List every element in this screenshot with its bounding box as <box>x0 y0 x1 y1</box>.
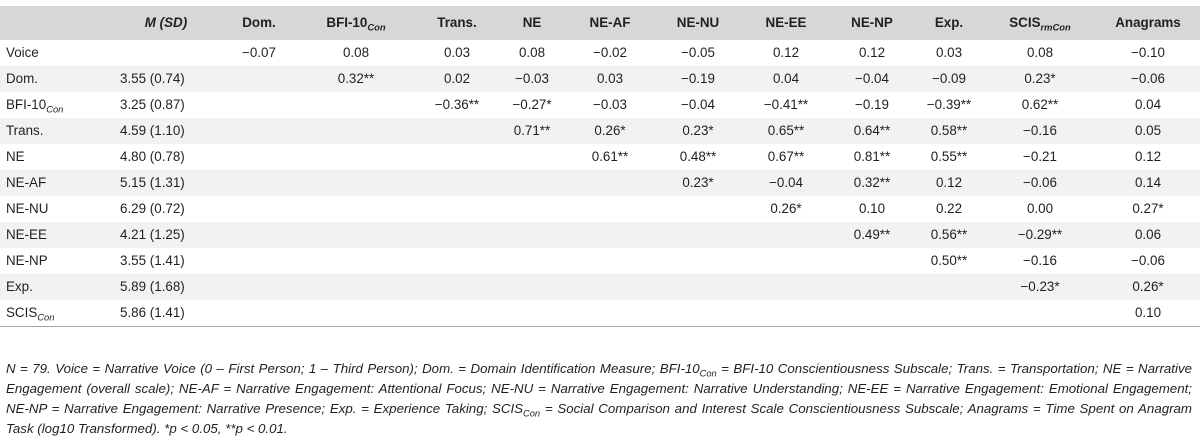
correlation-cell <box>296 170 416 196</box>
correlation-cell <box>984 300 1096 327</box>
correlation-cell: 0.00 <box>1026 201 1054 216</box>
correlation-cell: 0.71** <box>513 123 551 138</box>
mean-sd-cell: 3.25 (0.87) <box>120 97 185 112</box>
correlation-cell: 0.06 <box>1134 227 1162 242</box>
column-header-msd <box>110 6 222 40</box>
column-header-label: NE-AF <box>589 15 631 30</box>
table-footnote <box>6 359 1192 439</box>
correlation-cell <box>830 274 914 300</box>
column-header-exp <box>914 6 984 40</box>
table-header-row <box>0 6 1200 40</box>
correlation-cell: 0.12 <box>772 45 800 60</box>
correlation-cell: −0.16 <box>1023 253 1057 268</box>
correlation-cell <box>416 274 498 300</box>
correlation-cell <box>498 274 566 300</box>
correlation-cell <box>498 144 566 170</box>
row-label-text: Voice <box>6 45 39 60</box>
column-header-label: Anagrams <box>1115 15 1181 30</box>
correlation-cell <box>416 144 498 170</box>
row-label <box>0 144 110 170</box>
row-label-text: NE-EE <box>6 227 47 242</box>
correlation-cell <box>654 222 742 248</box>
correlation-cell: −0.02 <box>593 45 627 60</box>
row-label <box>0 40 110 66</box>
column-header-label: NE <box>522 15 542 30</box>
correlation-cell <box>654 274 742 300</box>
correlation-cell <box>416 196 498 222</box>
row-label <box>0 300 110 327</box>
correlation-cell <box>222 118 296 144</box>
table-body <box>0 40 1200 327</box>
correlation-cell <box>222 92 296 118</box>
correlation-cell <box>654 196 742 222</box>
correlation-cell: −0.23* <box>1020 279 1060 294</box>
column-header-nenu <box>654 6 742 40</box>
column-header-label: BFI-10 <box>326 15 368 30</box>
row-label-subscript: Con <box>37 312 55 323</box>
correlation-cell: 0.56** <box>930 227 968 242</box>
table-row <box>0 222 1200 248</box>
correlation-cell: 0.12 <box>858 45 886 60</box>
row-label <box>0 222 110 248</box>
correlation-cell: 0.49** <box>853 227 891 242</box>
correlation-cell: 0.23* <box>682 175 714 190</box>
column-header-neaf <box>566 6 654 40</box>
correlation-cell <box>742 248 830 274</box>
correlation-cell <box>416 222 498 248</box>
correlation-cell <box>742 300 830 327</box>
column-header-trans <box>416 6 498 40</box>
correlation-cell: 0.26* <box>770 201 802 216</box>
correlation-cell: 0.12 <box>1134 149 1162 164</box>
correlation-cell: 0.10 <box>858 201 886 216</box>
table-row <box>0 170 1200 196</box>
mean-sd-cell: 5.89 (1.68) <box>120 279 185 294</box>
correlation-cell <box>498 170 566 196</box>
correlation-cell <box>416 300 498 327</box>
table-row <box>0 274 1200 300</box>
correlation-cell <box>222 274 296 300</box>
table-row <box>0 196 1200 222</box>
correlation-cell <box>222 66 296 92</box>
correlation-cell: 0.61** <box>591 149 629 164</box>
correlation-cell <box>742 222 830 248</box>
correlation-cell: 0.32** <box>853 175 891 190</box>
correlation-cell <box>222 170 296 196</box>
row-label-subscript: Con <box>46 104 64 115</box>
correlation-cell: 0.50** <box>930 253 968 268</box>
column-header-label: NE-NU <box>676 15 720 30</box>
correlation-cell <box>296 144 416 170</box>
correlation-cell: −0.29** <box>1017 227 1063 242</box>
correlation-cell <box>566 196 654 222</box>
correlation-cell: −0.06 <box>1023 175 1057 190</box>
correlation-cell: 0.14 <box>1134 175 1162 190</box>
correlation-cell <box>914 274 984 300</box>
correlation-cell: 0.08 <box>1026 45 1054 60</box>
table-row <box>0 66 1200 92</box>
row-label <box>0 196 110 222</box>
column-header-anag <box>1096 6 1200 40</box>
correlation-cell: −0.06 <box>1131 253 1165 268</box>
correlation-cell: −0.09 <box>932 71 966 86</box>
row-label-text: Exp. <box>6 279 33 294</box>
row-label-text: SCIS <box>6 305 38 320</box>
mean-sd-cell <box>110 40 222 66</box>
correlation-cell: 0.12 <box>935 175 963 190</box>
correlation-cell: −0.04 <box>855 71 889 86</box>
correlation-cell <box>222 196 296 222</box>
mean-sd-cell: 3.55 (1.41) <box>120 253 185 268</box>
correlation-cell <box>416 118 498 144</box>
correlation-cell: −0.04 <box>769 175 803 190</box>
row-label-text: NE-NP <box>6 253 48 268</box>
table-row <box>0 118 1200 144</box>
correlation-cell <box>830 300 914 327</box>
column-header-label: Exp. <box>934 15 964 30</box>
row-label-text: NE-NU <box>6 201 49 216</box>
correlation-cell: 0.05 <box>1134 123 1162 138</box>
correlation-cell: 0.58** <box>930 123 968 138</box>
column-header-bfi <box>296 6 416 40</box>
correlation-cell <box>296 274 416 300</box>
correlation-cell: 0.08 <box>518 45 546 60</box>
correlation-cell: 0.55** <box>930 149 968 164</box>
correlation-cell: 0.26* <box>594 123 626 138</box>
correlation-cell <box>296 118 416 144</box>
row-label-text: Dom. <box>6 71 38 86</box>
correlation-cell <box>296 196 416 222</box>
footnote-n: N = 79. Voice = Narrative Voice (0 – First Person; 1 – Third Person); Dom. = Domain Identification Measure; BFI-$10_{Con} = BFI-10$ Conscientiousness Subscale; Trans. = Transportation; NE = Narrative Engagement (overall scale); NE-AF = Narrative Engagement: Attentional Focus; NE-NU = Narrative Engagement: Narrative Understanding; NE-EE = Narrative Engagement: Emotional Engagement; NE-NP = Narrative Engagement: Narrative Presence; Exp. = Experience Taking; $SCIS_{Con}$ = Social Comparison and Interest Scale Conscientiousness Subscale; Anagrams = Time Spent on Anagram Task (log10 Transformed). *p < 0.05, **p < 0.01. <box>6 361 1193 436</box>
correlation-cell <box>296 300 416 327</box>
correlation-cell: 0.81** <box>853 149 891 164</box>
correlation-cell: 0.26* <box>1132 279 1164 294</box>
row-label-text: NE-AF <box>6 175 47 190</box>
mean-sd-cell: 4.59 (1.10) <box>120 123 185 138</box>
column-header-ne <box>498 6 566 40</box>
table-row <box>0 92 1200 118</box>
row-label <box>0 92 110 118</box>
column-header-label: NE-EE <box>765 15 807 30</box>
row-label-text: NE <box>6 149 25 164</box>
correlation-cell <box>566 300 654 327</box>
table-row <box>0 40 1200 66</box>
correlation-cell <box>830 248 914 274</box>
correlation-cell <box>498 222 566 248</box>
correlation-cell <box>654 248 742 274</box>
row-label <box>0 170 110 196</box>
correlation-cell: 0.27* <box>1132 201 1164 216</box>
column-header-label: SCIS <box>1009 15 1041 30</box>
correlation-cell <box>416 170 498 196</box>
row-label-text: BFI-10 <box>6 97 47 112</box>
column-header-scis <box>984 6 1096 40</box>
correlation-cell: 0.23* <box>682 123 714 138</box>
correlation-cell: 0.02 <box>443 71 471 86</box>
column-header-label: Trans. <box>437 15 477 30</box>
table-row <box>0 248 1200 274</box>
row-label-text: Trans. <box>6 123 44 138</box>
correlation-cell: −0.21 <box>1023 149 1057 164</box>
correlation-cell: −0.03 <box>593 97 627 112</box>
mean-sd-cell: 5.86 (1.41) <box>110 300 222 327</box>
correlation-cell <box>566 274 654 300</box>
correlation-cell: −0.05 <box>681 45 715 60</box>
correlation-cell: 0.03 <box>443 45 471 60</box>
column-header-label: NE-NP <box>851 15 893 30</box>
column-header-label: Dom. <box>242 15 276 30</box>
row-label <box>0 274 110 300</box>
correlation-cell <box>222 144 296 170</box>
correlation-cell <box>222 222 296 248</box>
correlation-cell: 0.10 <box>1096 300 1200 327</box>
correlation-cell: 0.04 <box>1134 97 1162 112</box>
correlation-cell <box>566 222 654 248</box>
table-row <box>0 300 1200 327</box>
correlation-cell: −0.41** <box>763 97 809 112</box>
column-header-nenp <box>830 6 914 40</box>
mean-sd-cell: 6.29 (0.72) <box>120 201 185 216</box>
column-header-label <box>0 6 110 40</box>
correlation-cell: 0.03 <box>935 45 963 60</box>
correlation-cell <box>566 170 654 196</box>
column-header-subscript: Con <box>367 22 386 33</box>
column-header-subscript: rmCon <box>1040 22 1071 33</box>
correlation-cell: −0.06 <box>1131 71 1165 86</box>
mean-sd-cell: 4.21 (1.25) <box>120 227 185 242</box>
correlation-cell: −0.07 <box>242 45 276 60</box>
correlation-cell <box>296 248 416 274</box>
correlation-cell <box>498 196 566 222</box>
row-label <box>0 118 110 144</box>
mean-sd-cell: 4.80 (0.78) <box>120 149 185 164</box>
correlation-cell <box>296 92 416 118</box>
mean-sd-cell: 3.55 (0.74) <box>120 71 185 86</box>
correlation-cell: −0.10 <box>1131 45 1165 60</box>
correlation-cell <box>742 274 830 300</box>
row-label <box>0 248 110 274</box>
correlation-cell <box>416 248 498 274</box>
correlation-cell <box>566 248 654 274</box>
correlation-cell: −0.03 <box>515 71 549 86</box>
correlation-cell: 0.48** <box>679 149 717 164</box>
column-header-label: M (SD) <box>144 15 188 30</box>
correlation-cell: 0.03 <box>596 71 624 86</box>
correlation-table <box>0 6 1200 327</box>
correlation-cell: 0.08 <box>342 45 370 60</box>
correlation-cell: −0.39** <box>926 97 972 112</box>
mean-sd-cell: 5.15 (1.31) <box>120 175 185 190</box>
correlation-cell <box>914 300 984 327</box>
correlation-cell: −0.19 <box>855 97 889 112</box>
correlation-cell <box>654 300 742 327</box>
correlation-cell: −0.36** <box>434 97 480 112</box>
correlation-cell: 0.04 <box>772 71 800 86</box>
correlation-cell <box>498 248 566 274</box>
correlation-cell: 0.23* <box>1024 71 1056 86</box>
row-label <box>0 66 110 92</box>
correlation-cell <box>498 300 566 327</box>
column-header-neee <box>742 6 830 40</box>
column-header-dom <box>222 6 296 40</box>
correlation-cell: 0.62** <box>1021 97 1059 112</box>
correlation-cell <box>222 248 296 274</box>
correlation-cell: 0.65** <box>767 123 805 138</box>
correlation-cell: −0.04 <box>681 97 715 112</box>
correlation-cell: 0.64** <box>853 123 891 138</box>
correlation-cell: −0.16 <box>1023 123 1057 138</box>
correlation-cell: −0.19 <box>681 71 715 86</box>
table-row <box>0 144 1200 170</box>
correlation-cell: 0.67** <box>767 149 805 164</box>
correlation-cell: 0.32** <box>337 71 375 86</box>
correlation-cell <box>222 300 296 327</box>
correlation-cell: 0.22 <box>935 201 963 216</box>
correlation-cell <box>296 222 416 248</box>
correlation-cell: −0.27* <box>512 97 552 112</box>
